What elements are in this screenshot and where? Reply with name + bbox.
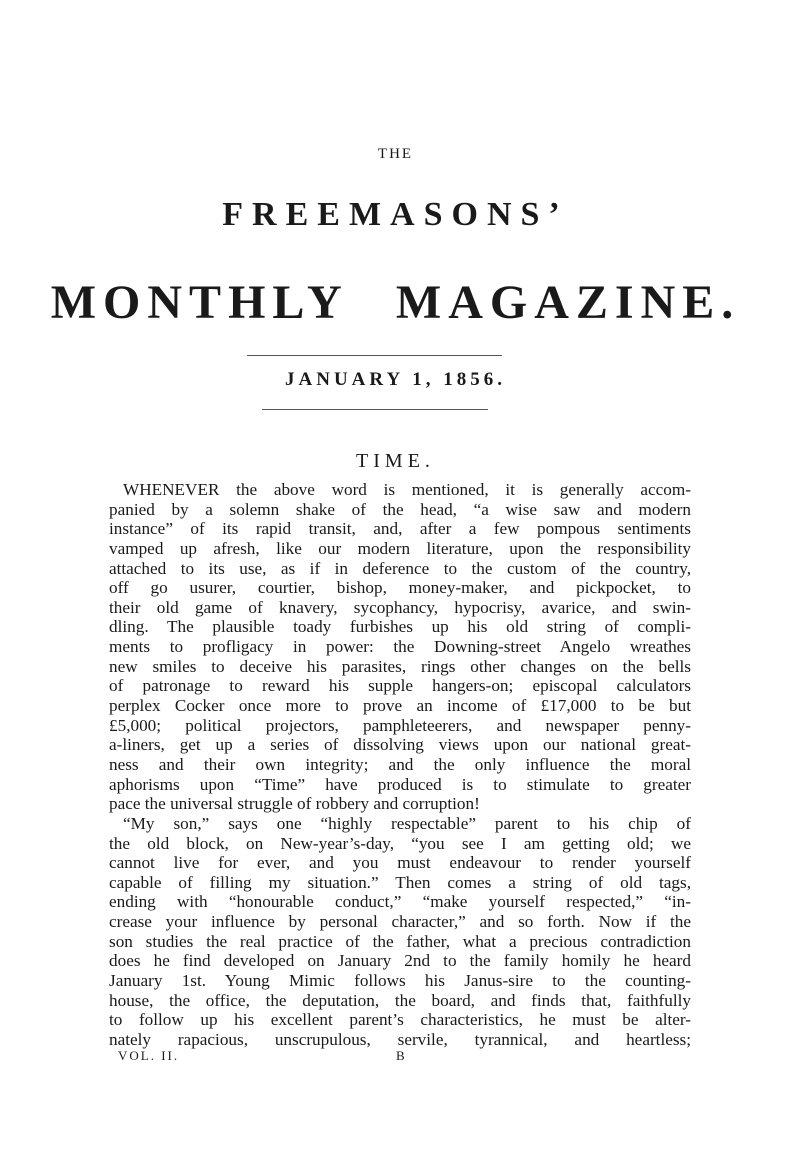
volume-label: VOL. II. — [118, 1048, 180, 1063]
issue-date: JANUARY 1, 1856. — [285, 369, 506, 390]
body-line: “My son,” says one “highly respectable” parent to his chip of — [123, 813, 691, 833]
body-line: £5,000; political projectors, pamphleteerers, and newspaper penny- — [109, 715, 691, 735]
body-line: crease your influence by personal character,” and so forth. Now if the — [109, 912, 691, 932]
body-line: house, the office, the deputation, the board, and finds that, faithfully — [109, 990, 691, 1010]
masthead-freemasons: FREEMASONS’ — [222, 196, 569, 233]
body-line: a-liners, get up a series of dissolving views upon our national great- — [109, 735, 691, 755]
body-line: to follow up his excellent parent’s characteristics, he must be alter- — [109, 1010, 691, 1030]
body-line: their old game of knavery, sycophancy, hypocrisy, avarice, and swin- — [109, 597, 691, 617]
body-line: capable of filling my situation.” Then comes a string of old tags, — [109, 872, 691, 892]
body-line: the old block, on New-year’s-day, “you see I am getting old; we — [109, 833, 691, 853]
body-line: January 1st. Young Mimic follows his Janus-sire to the counting- — [109, 971, 691, 991]
body-line: perplex Cocker once more to prove an income of £17,000 to be but — [109, 696, 691, 716]
signature-mark: B — [396, 1048, 405, 1063]
body-line: pace the universal struggle of robbery and corruption! — [109, 794, 480, 814]
article-title: TIME. — [356, 450, 435, 472]
body-line: instance” of its rapid transit, and, after a few pompous sentiments — [109, 519, 691, 539]
body-line: dling. The plausible toady furbishes up his old string of compli- — [109, 617, 691, 637]
body-line: son studies the real practice of the father, what a precious contradiction — [109, 931, 691, 951]
divider-bottom — [262, 409, 488, 410]
body-line: attached to its use, as if in deference to the custom of the country, — [109, 558, 691, 578]
masthead-the: THE — [377, 146, 414, 162]
body-line: panied by a solemn shake of the head, “a wise saw and modern — [109, 499, 691, 519]
body-line: ending with “honourable conduct,” “make yourself respected,” “in- — [109, 892, 691, 912]
body-line: vamped up afresh, like our modern literature, upon the responsibility — [109, 538, 691, 558]
body-line: of patronage to reward his supple hangers-on; episcopal calculators — [109, 676, 691, 696]
body-line: new smiles to deceive his parasites, rings other changes on the bells — [109, 656, 691, 676]
body-line: cannot live for ever, and you must endeavour to render yourself — [109, 853, 691, 873]
masthead-monthly-magazine: MONTHLY MAGAZINE. — [50, 276, 741, 329]
body-line: WHENEVER the above word is mentioned, it is generally accom- — [123, 480, 691, 499]
body-line: ments to profligacy in power: the Downing-street Angelo wreathes — [109, 637, 691, 657]
body-line: aphorisms upon “Time” have produced is to stimulate to greater — [109, 774, 691, 794]
body-line: does he find developed on January 2nd to the family homily he heard — [109, 951, 691, 971]
body-line: nately rapacious, unscrupulous, servile, tyrannical, and heartless; — [109, 1029, 691, 1049]
body-line: ness and their own integrity; and the only influence the moral — [109, 754, 691, 774]
article-body — [109, 480, 691, 1050]
body-line: off go usurer, courtier, bishop, money-maker, and pickpocket, to — [109, 578, 691, 598]
divider-top — [247, 355, 502, 356]
